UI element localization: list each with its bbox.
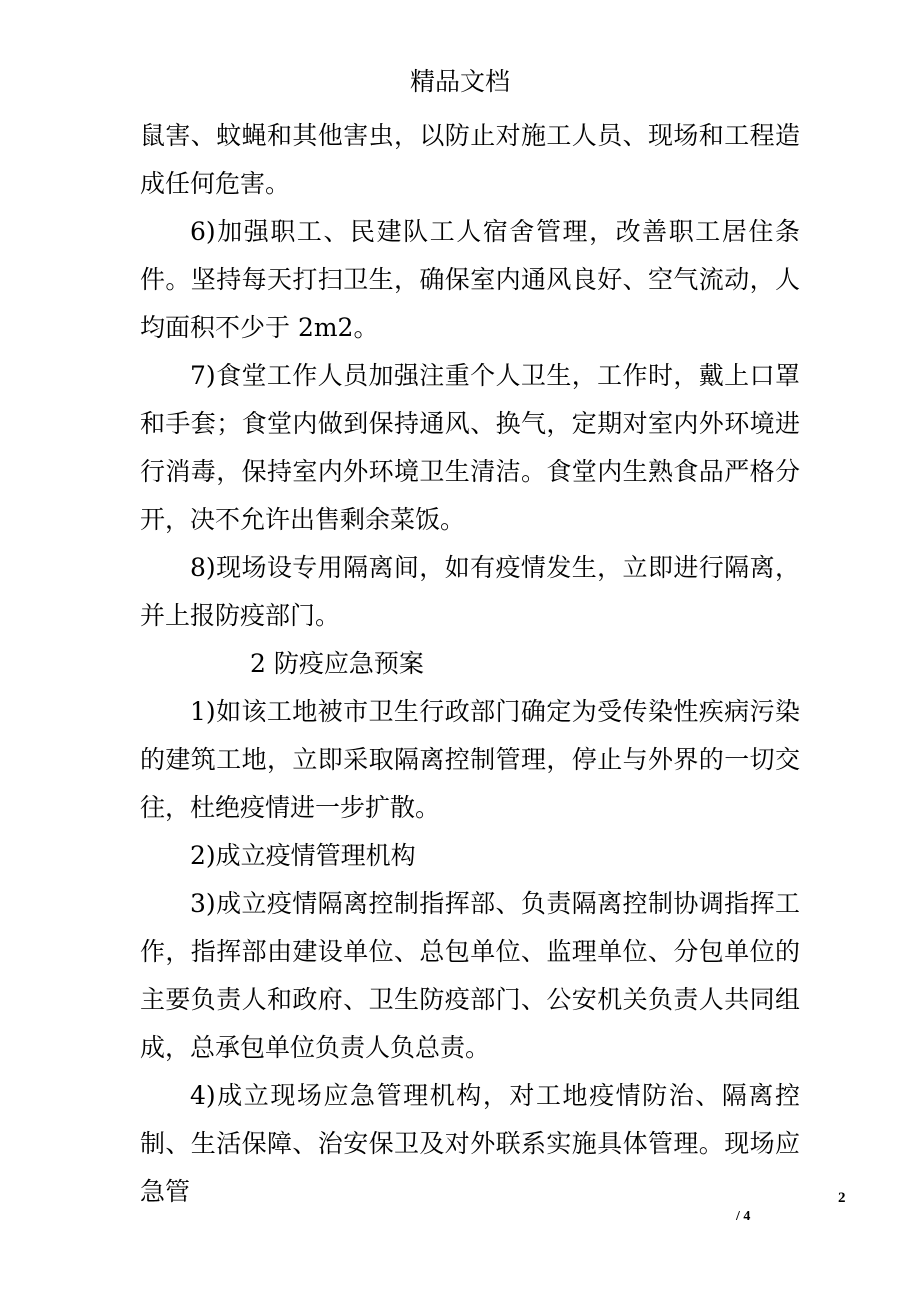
page-total: / 4 — [736, 1209, 751, 1224]
paragraph-plan-3: 3)成立疫情隔离控制指挥部、负责隔离控制协调指挥工作，指挥部由建设单位、总包单位、监理单位、分包单位的主要负责人和政府、卫生防疫部门、公安机关负责人共同组成，总承包单位负责人负总责。 — [140, 889, 800, 1062]
page-number: 2 — [838, 1190, 846, 1206]
paragraph-item-8: 8)现场设专用隔离间，如有疫情发生，立即进行隔离，并上报防疫部门。 — [140, 553, 800, 630]
paragraph-plan-2: 2)成立疫情管理机构 — [190, 841, 416, 870]
paragraph-item-7: 7)食堂工作人员加强注重个人卫生，工作时，戴上口罩和手套；食堂内做到保持通风、换气，定期对室内外环境进行消毒，保持室内外环境卫生清洁。食堂内生熟食品严格分开，决不允许出售剩余菜饭。 — [140, 361, 800, 534]
paragraph-plan-1: 1)如该工地被市卫生行政部门确定为受传染性疾病污染的建筑工地，立即采取隔离控制管理，停止与外界的一切交往，杜绝疫情进一步扩散。 — [140, 697, 800, 822]
document-body — [140, 112, 800, 1216]
section-heading: 2 防疫应急预案 — [250, 649, 424, 678]
paragraph-plan-4: 4)成立现场应急管理机构，对工地疫情防治、隔离控制、生活保障、治安保卫及对外联系实施具体管理。现场应急管 — [140, 1081, 800, 1206]
paragraph-item-6: 6)加强职工、民建队工人宿舍管理，改善职工居住条件。坚持每天打扫卫生，确保室内通风良好、空气流动，人均面积不少于 2m2。 — [140, 217, 800, 342]
paragraph-continuation: 鼠害、蚊蝇和其他害虫，以防止对施工人员、现场和工程造成任何危害。 — [140, 121, 800, 198]
page-header-title: 精品文档 — [409, 67, 510, 96]
